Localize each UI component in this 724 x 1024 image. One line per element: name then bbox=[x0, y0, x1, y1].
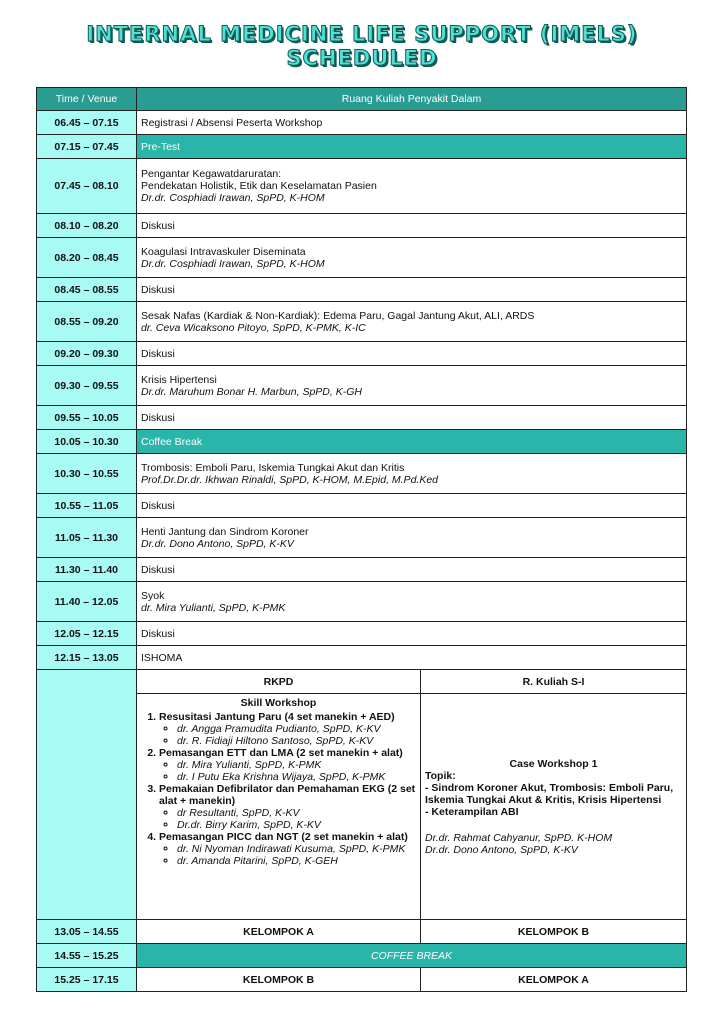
speaker-name: ◦ dr. R. Fidiaji Hiltono Santoso, SpPD, K-KV bbox=[177, 735, 416, 747]
table-row bbox=[37, 214, 687, 238]
table-header-row bbox=[37, 88, 687, 111]
activity-cell-highlight: Pre-Test bbox=[137, 135, 687, 159]
activity-cell bbox=[137, 159, 687, 214]
speaker-name: dr. Mira Yulianti, SpPD, K-PMK bbox=[141, 601, 286, 614]
skill-item bbox=[159, 831, 416, 867]
session-title: Pengantar Kegawatdaruratan: bbox=[141, 168, 282, 180]
speaker-name: Dr.dr. Dono Antono, SpPD, K-KV bbox=[425, 843, 578, 856]
speaker-name: ◦ dr. Amanda Pitarini, SpPD, K-GEH bbox=[177, 855, 416, 867]
table-row bbox=[37, 430, 687, 454]
activity-cell: Registrasi / Absensi Peserta Workshop bbox=[137, 111, 687, 135]
activity-cell: Diskusi bbox=[137, 406, 687, 430]
table-row bbox=[37, 238, 687, 278]
table-row bbox=[37, 968, 687, 992]
table-row bbox=[37, 135, 687, 159]
session-subtitle: Pendekatan Holistik, Etik dan Keselamatan Pasien bbox=[141, 180, 377, 192]
table-row bbox=[37, 558, 687, 582]
time-cell: 08.20 – 08.45 bbox=[37, 238, 137, 278]
table-row bbox=[37, 111, 687, 135]
table-row bbox=[37, 159, 687, 214]
case-workshop-cell bbox=[421, 694, 687, 920]
group-cell: KELOMPOK A bbox=[421, 968, 687, 992]
venue-left: RKPD bbox=[137, 670, 421, 694]
skill-item bbox=[159, 783, 416, 831]
group-cell: KELOMPOK B bbox=[137, 968, 421, 992]
activity-cell bbox=[137, 582, 687, 622]
table-row bbox=[37, 518, 687, 558]
speaker-name: Dr.dr. Rahmat Cahyanur, SpPD. K-HOM bbox=[425, 831, 613, 844]
activity-cell-highlight: Coffee Break bbox=[137, 430, 687, 454]
title-line-1: INTERNAL MEDICINE LIFE SUPPORT (IMELS) bbox=[86, 22, 638, 46]
activity-cell bbox=[137, 366, 687, 406]
time-cell: 09.30 – 09.55 bbox=[37, 366, 137, 406]
skill-speakers bbox=[159, 723, 416, 747]
skill-speakers bbox=[159, 759, 416, 783]
activity-cell: Diskusi bbox=[137, 558, 687, 582]
table-row bbox=[37, 646, 687, 670]
case-workshop-title: Case Workshop 1 bbox=[509, 757, 598, 770]
time-cell: 15.25 – 17.15 bbox=[37, 968, 137, 992]
case-topic-item: - Keterampilan ABI bbox=[425, 805, 519, 818]
session-title: Trombosis: Emboli Paru, Iskemia Tungkai Akut dan Kritis bbox=[141, 461, 405, 474]
skill-item bbox=[159, 711, 416, 747]
session-title: Sesak Nafas (Kardiak & Non-Kardiak): Edema Paru, Gagal Jantung Akut, ALI, ARDS bbox=[141, 309, 535, 322]
table-row bbox=[37, 454, 687, 494]
activity-cell: Diskusi bbox=[137, 494, 687, 518]
page-title bbox=[0, 22, 724, 70]
time-cell: 09.20 – 09.30 bbox=[37, 342, 137, 366]
speaker-name: Dr.dr. Maruhum Bonar H. Marbun, SpPD, K-GH bbox=[141, 385, 362, 398]
speaker-name: Dr.dr. Cosphiadi Irawan, SpPD, K-HOM bbox=[141, 192, 325, 204]
activity-cell: Diskusi bbox=[137, 214, 687, 238]
skill-speakers bbox=[159, 843, 416, 867]
venue-right: R. Kuliah S-I bbox=[421, 670, 687, 694]
table-row bbox=[37, 920, 687, 944]
speaker-name: Dr.dr. Dono Antono, SpPD, K-KV bbox=[141, 537, 294, 550]
session-title: Krisis Hipertensi bbox=[141, 373, 217, 386]
case-topic-label: Topik: bbox=[425, 769, 456, 782]
split-venue-row bbox=[37, 670, 687, 694]
header-time: Time / Venue bbox=[37, 88, 137, 111]
skill-item bbox=[159, 747, 416, 783]
speaker-name: ◦ dr. Mira Yulianti, SpPD, K-PMK bbox=[177, 759, 416, 771]
time-cell: 07.45 – 08.10 bbox=[37, 159, 137, 214]
time-cell: 07.15 – 07.45 bbox=[37, 135, 137, 159]
time-cell: 08.10 – 08.20 bbox=[37, 214, 137, 238]
speaker-name: ◦ dr. Angga Pramudita Pudianto, SpPD, K-KV bbox=[177, 723, 416, 735]
speaker-name: Prof.Dr.Dr.dr. Ikhwan Rinaldi, SpPD, K-HOM, M.Epid, M.Pd.Ked bbox=[141, 473, 439, 486]
activity-cell: Diskusi bbox=[137, 278, 687, 302]
session-title: Koagulasi Intravaskuler Diseminata bbox=[141, 245, 306, 258]
activity-cell bbox=[137, 302, 687, 342]
skill-title: Pemakaian Defibrilator dan Pemahaman EKG (2 set alat + manekin) bbox=[159, 783, 416, 807]
time-cell: 11.30 – 11.40 bbox=[37, 558, 137, 582]
table-row bbox=[37, 494, 687, 518]
time-cell: 10.30 – 10.55 bbox=[37, 454, 137, 494]
table-row bbox=[37, 342, 687, 366]
time-cell: 10.55 – 11.05 bbox=[37, 494, 137, 518]
table-row bbox=[37, 582, 687, 622]
table-row bbox=[37, 278, 687, 302]
activity-cell: ISHOMA bbox=[137, 646, 687, 670]
skill-title: Resusitasi Jantung Paru (4 set manekin + AED) bbox=[159, 711, 395, 723]
session-title: Henti Jantung dan Sindrom Koroner bbox=[141, 525, 309, 538]
skill-speakers bbox=[159, 807, 416, 831]
table-row bbox=[37, 302, 687, 342]
time-cell: 11.05 – 11.30 bbox=[37, 518, 137, 558]
activity-cell bbox=[137, 454, 687, 494]
case-topic-item: - Sindrom Koroner Akut, Trombosis: Emboli Paru, Iskemia Tungkai Akut & Kritis, Krisis Hipertensi bbox=[425, 781, 674, 806]
speaker-name: ◦ dr Resultanti, SpPD, K-KV bbox=[177, 807, 416, 819]
table-row bbox=[37, 622, 687, 646]
time-cell: 08.45 – 08.55 bbox=[37, 278, 137, 302]
time-cell: 11.40 – 12.05 bbox=[37, 582, 137, 622]
session-title: Syok bbox=[141, 589, 165, 602]
schedule-table bbox=[36, 87, 687, 992]
speaker-name: ◦ dr. Ni Nyoman Indirawati Kusuma, SpPD, K-PMK bbox=[177, 843, 416, 855]
activity-cell: Diskusi bbox=[137, 622, 687, 646]
speaker-name: Dr.dr. Cosphiadi Irawan, SpPD, K-HOM bbox=[141, 257, 325, 270]
skill-workshop-cell bbox=[137, 694, 421, 920]
coffee-break-cell: COFFEE BREAK bbox=[137, 944, 687, 968]
activity-cell bbox=[137, 518, 687, 558]
skill-title: Pemasangan PICC dan NGT (2 set manekin + alat) bbox=[159, 831, 408, 843]
table-row bbox=[37, 406, 687, 430]
speaker-name: ◦ dr. I Putu Eka Krishna Wijaya, SpPD, K-PMK bbox=[177, 771, 416, 783]
time-cell: 08.55 – 09.20 bbox=[37, 302, 137, 342]
speaker-name: dr. Ceva Wicaksono Pitoyo, SpPD, K-PMK, K-IC bbox=[141, 321, 366, 334]
table-row bbox=[37, 944, 687, 968]
time-cell: 14.55 – 15.25 bbox=[37, 944, 137, 968]
group-cell: KELOMPOK A bbox=[137, 920, 421, 944]
time-cell: 09.55 – 10.05 bbox=[37, 406, 137, 430]
time-cell: 13.05 – 14.55 bbox=[37, 920, 137, 944]
time-cell: 12.05 – 12.15 bbox=[37, 622, 137, 646]
table-row bbox=[37, 366, 687, 406]
title-line-2: SCHEDULED bbox=[286, 46, 438, 70]
skill-list bbox=[141, 711, 416, 867]
time-cell-empty bbox=[37, 670, 137, 920]
skill-title: Pemasangan ETT dan LMA (2 set manekin + alat) bbox=[159, 747, 403, 759]
group-cell: KELOMPOK B bbox=[421, 920, 687, 944]
activity-cell bbox=[137, 238, 687, 278]
time-cell: 10.05 – 10.30 bbox=[37, 430, 137, 454]
time-cell: 06.45 – 07.15 bbox=[37, 111, 137, 135]
header-venue: Ruang Kuliah Penyakit Dalam bbox=[137, 88, 687, 111]
speaker-name: ◦ Dr.dr. Birry Karim, SpPD, K-KV bbox=[177, 819, 416, 831]
time-cell: 12.15 – 13.05 bbox=[37, 646, 137, 670]
skill-workshop-title: Skill Workshop bbox=[240, 697, 317, 709]
activity-cell: Diskusi bbox=[137, 342, 687, 366]
